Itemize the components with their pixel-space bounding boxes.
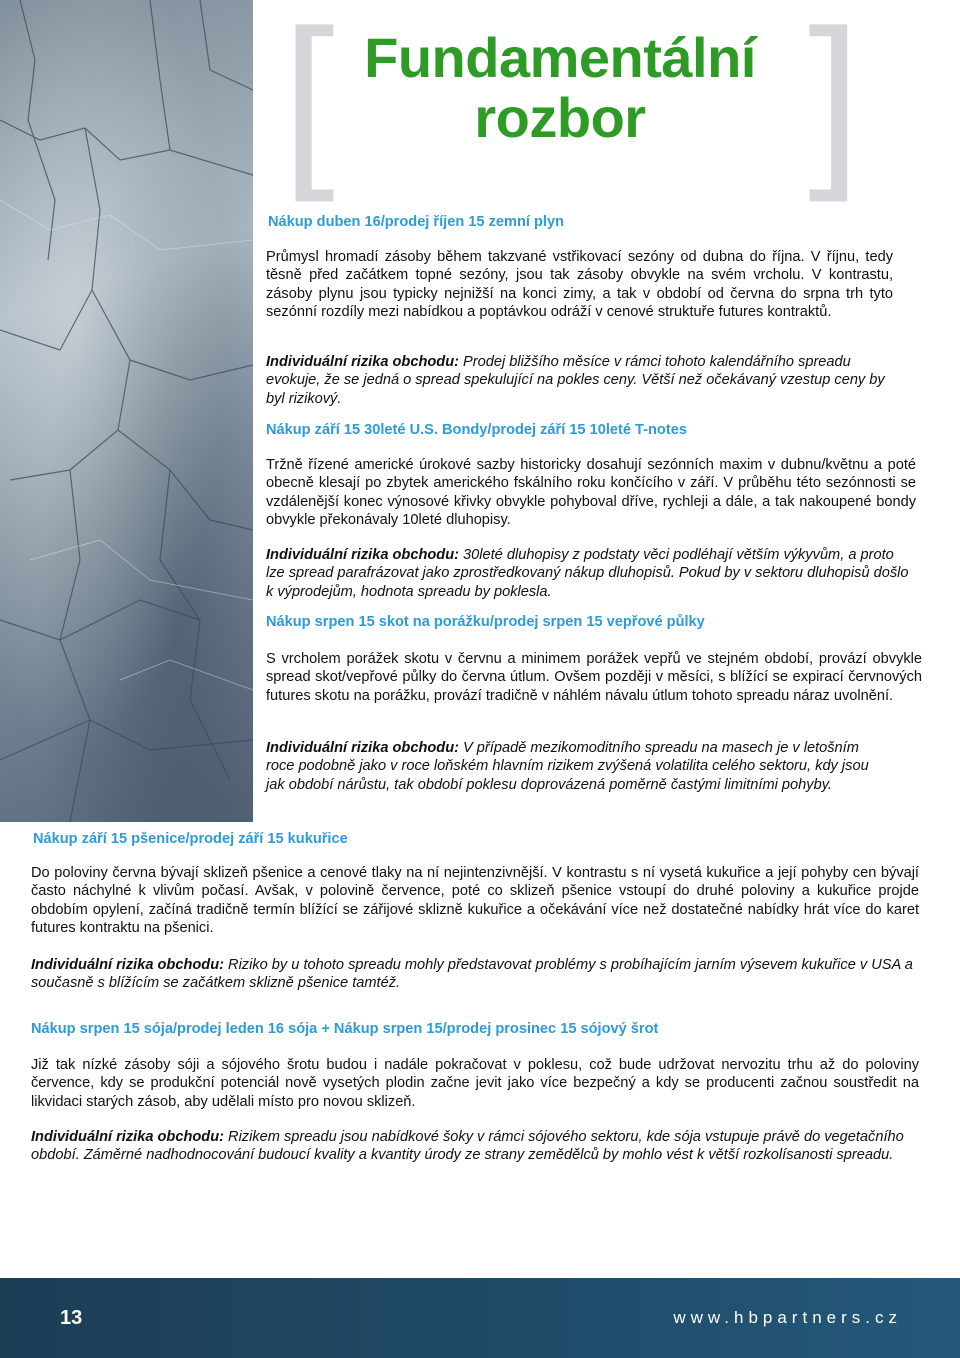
section-risk: [266, 353, 896, 408]
section-body: Průmysl hromadí zásoby během takzvané vstřikovací sezóny od dubna do října. V říjnu, tedy těsně před začátkem topné sezóny, jsou tak zásoby obvykle na svém vrcholu. V kontrastu, zásoby plynu jsou typicky nejnižší na konci zimy, a tak v období od června do srpna trh tyto sezónní rozdíly mezi nabídkou a poptávkou odráží v cenové struktuře futures kontraktů.: [266, 249, 893, 321]
section-body: S vrcholem porážek skotu v červnu a minimem porážek vepřů ve stejném období, provází obvykle spread skot/vepřové půlky do června útlum. Ovšem později v měsíci, s blížící se expirací červnových futures skotu na porážku, provází tradičně v náhlém návalu útlum tohoto spreadu náraz uvolnění.: [266, 651, 922, 704]
section-risk: [31, 1128, 919, 1165]
risk-label: Individuální rizika obchodu:: [31, 1129, 224, 1145]
section-risk: [266, 739, 886, 794]
section-body: Již tak nízké zásoby sóji a sójového šrotu budou i nadále pokračovat v poklesu, což bude udržovat nervozitu trhu až do poloviny července, kdy se produkční potenciál nově vysetých plodin začne jevit jako více bezpečný a kdy se producenti začnou soustředit na likvidaci starých zásob, aby udělali místo pro novou sklizeň.: [31, 1057, 919, 1110]
ice-crack-lines: [0, 0, 253, 822]
title-line-2: rozbor: [474, 86, 646, 149]
title-line-1: Fundamentální: [364, 26, 756, 89]
cracked-ice-photo: [0, 0, 253, 822]
section-body: Tržně řízené americké úrokové sazby historicky dosahují sezónních maxim v dubnu/květnu a poté obecně klesají po zbytek amerického fskálního roku končícího v září. V průběhu této sezónnosti se vzdálenější konec výnosové křivky obvykle pohyboval dříve, rychleji a dále, a tak nakoupené bondy obvykle překonávaly 10leté dluhopisy.: [266, 457, 916, 529]
risk-text: 30leté dluhopisy z podstaty věci podléhají větším výkyvům, a proto lze spread parafrázovat jako zprostředkovaný nákup dluhopisů. Pokud by v sektoru dluhopisů došlo k výprodejům, hodnota spreadu by poklesla.: [266, 547, 909, 600]
risk-label: Individuální rizika obchodu:: [266, 740, 459, 756]
risk-label: Individuální rizika obchodu:: [266, 354, 459, 370]
risk-label: Individuální rizika obchodu:: [31, 957, 224, 973]
left-bracket-decoration: [: [282, 0, 335, 203]
section-heading: Nákup srpen 15 skot na porážku/prodej srpen 15 vepřové půlky: [266, 614, 705, 630]
risk-text: Prodej bližšího měsíce v rámci tohoto kalendářního spreadu evokuje, že se jedná o spread spekulující na pokles ceny. Větší než očekávaný vzestup ceny by byl rizikový.: [266, 354, 885, 407]
section-body: Do poloviny června bývají sklizeň pšenice a cenové tlaky na ní nejintenzivnější. V kontrastu s ní vysetá kukuřice a její pohyby cen bývají často náchylné k vlivům počasí. Avšak, v polovině července, poté co sklizeň pšenice vstoupí do druhé poloviny a kukuřice projde obdobím opylení, začíná tradičně termín blížící se zářijové sklizně kukuřice a očekávání více než dostatečné nabídky hrát více do karet futures kontraktu na pšenici.: [31, 865, 919, 937]
section-heading: Nákup duben 16/prodej říjen 15 zemní plyn: [268, 214, 564, 230]
right-bracket-decoration: ]: [808, 0, 861, 203]
page-number: 13: [60, 1307, 83, 1329]
risk-text: Rizikem spreadu jsou nabídkové šoky v rámci sójového sektoru, kde sója vstupuje právě do vegetačního období. Záměrné nadhodnocování budoucí kvality a kvantity úrody ze strany zemědělců by mohlo vést k větší rozkolísanosti spreadu.: [31, 1129, 904, 1164]
page-title: [310, 28, 810, 148]
section-heading: Nákup srpen 15 sója/prodej leden 16 sója + Nákup srpen 15/prodej prosinec 15 sójový šrot: [31, 1021, 659, 1037]
risk-text: Riziko by u tohoto spreadu mohly představovat problémy s probíhajícím jarním výsevem kukuřice v USA a současně s blížícím se začátkem sklizně pšenice tamtéž.: [31, 957, 913, 992]
section-heading: Nákup září 15 pšenice/prodej září 15 kukuřice: [33, 831, 348, 847]
section-heading: Nákup září 15 30leté U.S. Bondy/prodej září 15 10leté T-notes: [266, 422, 687, 438]
risk-label: Individuální rizika obchodu:: [266, 547, 459, 563]
section-risk: [266, 546, 916, 601]
risk-text: V případě mezikomoditního spreadu na masech je v letošním roce podobně jako v roce loňském hlavním rizikem zvýšená volatilita celého sektoru, kdy jsou jak období nárůstu, tak období poklesu doprovázená poměrně častými limitními pohyby.: [266, 740, 869, 793]
website-url[interactable]: www.hbpartners.cz: [673, 1308, 902, 1327]
section-risk: [31, 956, 919, 993]
